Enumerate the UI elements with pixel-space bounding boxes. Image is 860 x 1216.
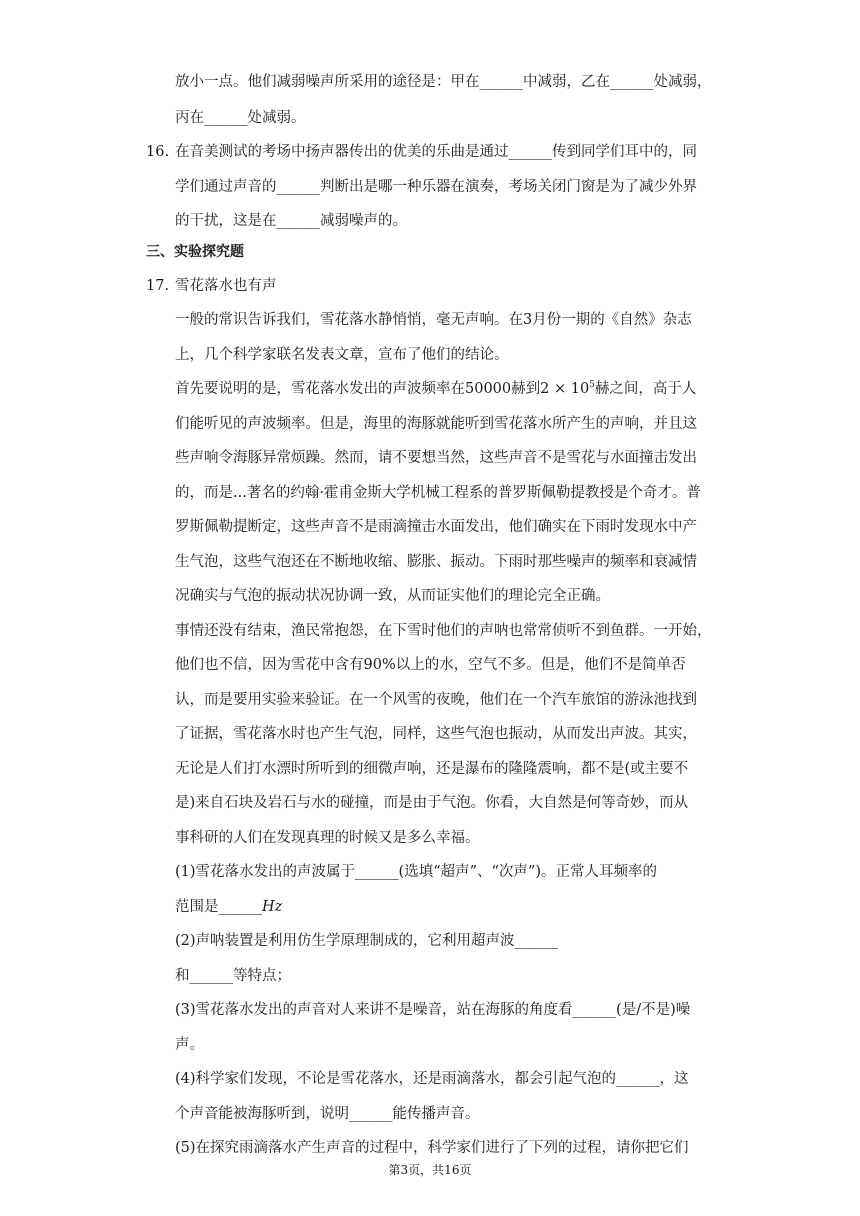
text-line: 罗斯佩勒提断定，这些声音不是雨滴撞击水面发出，他们确实在下雨时发现水中产 — [175, 519, 697, 535]
subquestion-3: (3)雪花落水发出的声音对人来讲不是噪音，站在海豚的角度看______(是/不是)噪 — [175, 1002, 691, 1018]
text-line: 事科研的人们在发现真理的时候又是多么幸福。 — [175, 830, 480, 846]
text-segment: 首先要说明的是，雪花落水发出的声波频率在50000赫到2 × 10 — [175, 381, 590, 397]
text-line: 认，而是要用实验来验证。在一个风雪的夜晚，他们在一个汽车旅馆的游泳池找到 — [175, 692, 697, 708]
exponent: 5 — [589, 380, 595, 391]
subquestion-2: (2)声呐装置是利用仿生学原理制成的，它利用超声波______ — [175, 933, 559, 949]
text-line: 生气泡，这些气泡还在不断地收缩、膨胀、振动。下雨时那些噪声的频率和衰减情 — [175, 554, 697, 570]
text-line: 无论是人们打水漂时所听到的细微声响，还是瀑布的隆隆震响，都不是(或主要不 — [175, 761, 689, 777]
text-line: 一般的常识告诉我们，雪花落水静悄悄，毫无声响。在3月份一期的《自然》杂志 — [175, 312, 692, 328]
text-line: 的干扰，这是在______减弱噪声的。 — [175, 213, 407, 229]
text-line: 上，几个科学家联名发表文章，宣布了他们的结论。 — [175, 347, 509, 363]
text-line: 在音美测试的考场中扬声器传出的优美的乐曲是通过______传到同学们耳中的，同 — [175, 144, 697, 160]
subquestion-1: (1)雪花落水发出的声波属于______(选填“超声”、“次声”)。正常人耳频率的 — [175, 864, 658, 880]
text-line: 们能听见的声波频率。但是，海里的海豚就能听到雪花落水所产生的声响，并且这 — [175, 416, 697, 432]
text-line: 些声响令海豚异常烦躁。然而，请不要想当然，这些声音不是雪花与水面撞击发出 — [175, 450, 697, 466]
text-line: 了证据，雪花落水时也产生气泡，同样，这些气泡也振动，从而发出声波。其实， — [175, 726, 697, 742]
text-line: 丙在______处减弱。 — [175, 110, 306, 126]
subquestion-5: (5)在探究雨滴落水产生声音的过程中，科学家们进行了下列的过程，请你把它们 — [175, 1140, 689, 1156]
text-line: 事情还没有结束，渔民常抱怨，在下雪时他们的声呐也常常侦听不到鱼群。一开始， — [175, 623, 712, 639]
text-line: 况确实与气泡的振动状况协调一致，从而证实他们的理论完全正确。 — [175, 588, 610, 604]
text-line: 放小一点。他们减弱噪声所采用的途径是：甲在______中减弱，乙在______处减弱， — [175, 74, 712, 90]
text-line — [175, 897, 735, 917]
section-title: 三、实验探究题 — [146, 244, 244, 260]
text-segment: 赫之间，高于人 — [594, 381, 697, 397]
question-number: 16. — [146, 144, 170, 160]
text-line: 的，而是...著名的约翰·霍甫金斯大学机械工程系的普罗斯佩勒提教授是个奇才。普 — [175, 485, 701, 501]
text-line: 个声音能被海豚听到，说明______能传播声音。 — [175, 1106, 480, 1122]
text-line — [175, 379, 735, 399]
text-line: 和______等特点； — [175, 968, 291, 984]
unit-label: Hz — [262, 899, 283, 915]
text-line: 他们也不信，因为雪花中含有90%以上的水，空气不多。但是，他们不是简单否 — [175, 657, 686, 673]
text-line: 是)来自石块及岩石与水的碰撞，而是由于气泡。你看，大自然是何等奇妙，而从 — [175, 795, 689, 811]
subquestion-4: (4)科学家们发现，不论是雪花落水，还是雨滴落水，都会引起气泡的______，这 — [175, 1071, 689, 1087]
question-number: 17. — [146, 278, 170, 294]
text-line: 学们通过声音的______判断出是哪一种乐器在演奏，考场关闭门窗是为了减少外界 — [175, 179, 697, 195]
page-footer: 第3页，共16页 — [388, 1163, 472, 1177]
text-line: 声。 — [175, 1037, 204, 1053]
text-segment: 范围是______ — [175, 899, 262, 915]
passage-title: 雪花落水也有声 — [175, 278, 277, 294]
